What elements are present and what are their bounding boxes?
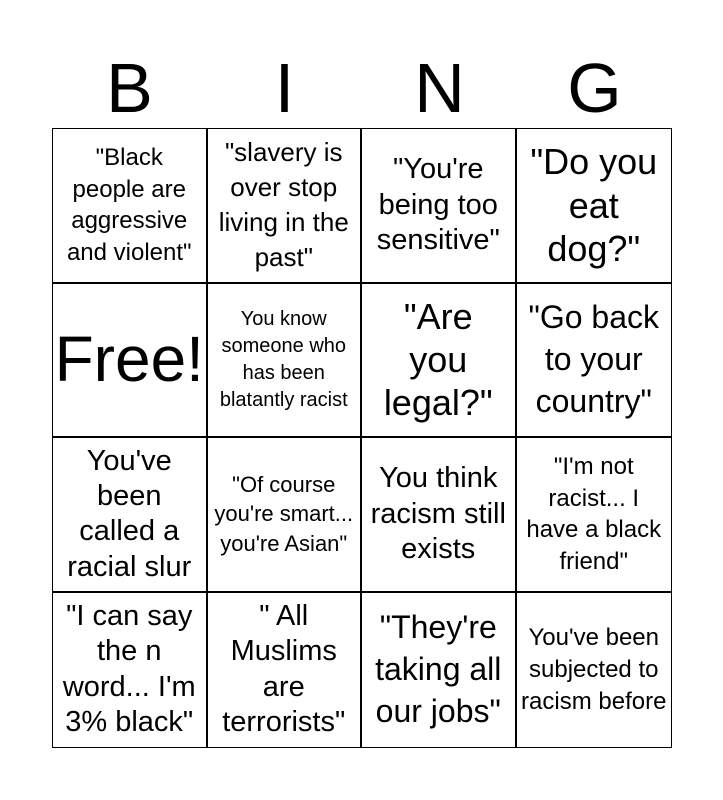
header-letter-b: B [106, 49, 153, 127]
cell-text: You've been subjected to racism before [521, 624, 667, 715]
bingo-cell[interactable] [362, 129, 517, 284]
cell-text: "You're being too sensitive" [376, 153, 500, 256]
cell-text: "I can say the n word... I'm 3% black" [62, 600, 196, 739]
bingo-cell[interactable] [208, 593, 363, 748]
bingo-header [52, 50, 672, 126]
cell-text: You've been called a racial slur [67, 444, 192, 583]
cell-text: "Of course you're smart... you're Asian" [214, 471, 354, 557]
cell-text: "Go back to your country" [528, 299, 660, 419]
bingo-cell[interactable] [53, 438, 208, 593]
cell-text: You think racism still exists [370, 462, 506, 565]
bingo-cell[interactable] [362, 438, 517, 593]
cell-text: "They're taking all our jobs" [375, 609, 502, 729]
cell-text: Free! [54, 323, 204, 396]
bingo-cell[interactable] [517, 593, 672, 748]
bingo-cell[interactable] [362, 284, 517, 439]
cell-text: " All Muslims are terrorists" [222, 600, 346, 739]
bingo-cell[interactable] [517, 284, 672, 439]
bingo-cell[interactable] [517, 129, 672, 284]
bingo-cell[interactable] [517, 438, 672, 593]
cell-text: "Black people are aggressive and violent" [66, 143, 192, 266]
bingo-cell[interactable] [208, 129, 363, 284]
header-letter-i: I [274, 49, 295, 127]
cell-text: "slavery is over stop living in the past" [218, 137, 349, 273]
bingo-cell[interactable] [53, 593, 208, 748]
bingo-grid [52, 128, 672, 748]
bingo-cell[interactable] [208, 438, 363, 593]
bingo-cell[interactable] [53, 129, 208, 284]
bingo-cell[interactable] [208, 284, 363, 439]
free-space-cell[interactable] [53, 284, 208, 439]
bingo-cell[interactable] [362, 593, 517, 748]
cell-text: "Do you eat dog?" [530, 141, 658, 269]
cell-text: "Are you legal?" [383, 295, 493, 424]
cell-text: You know someone who has been blatantly racist [219, 307, 348, 411]
header-letter-n: N [414, 49, 465, 127]
cell-text: "I'm not racist... I have a black friend" [526, 452, 662, 575]
header-letter-g: G [567, 49, 622, 127]
